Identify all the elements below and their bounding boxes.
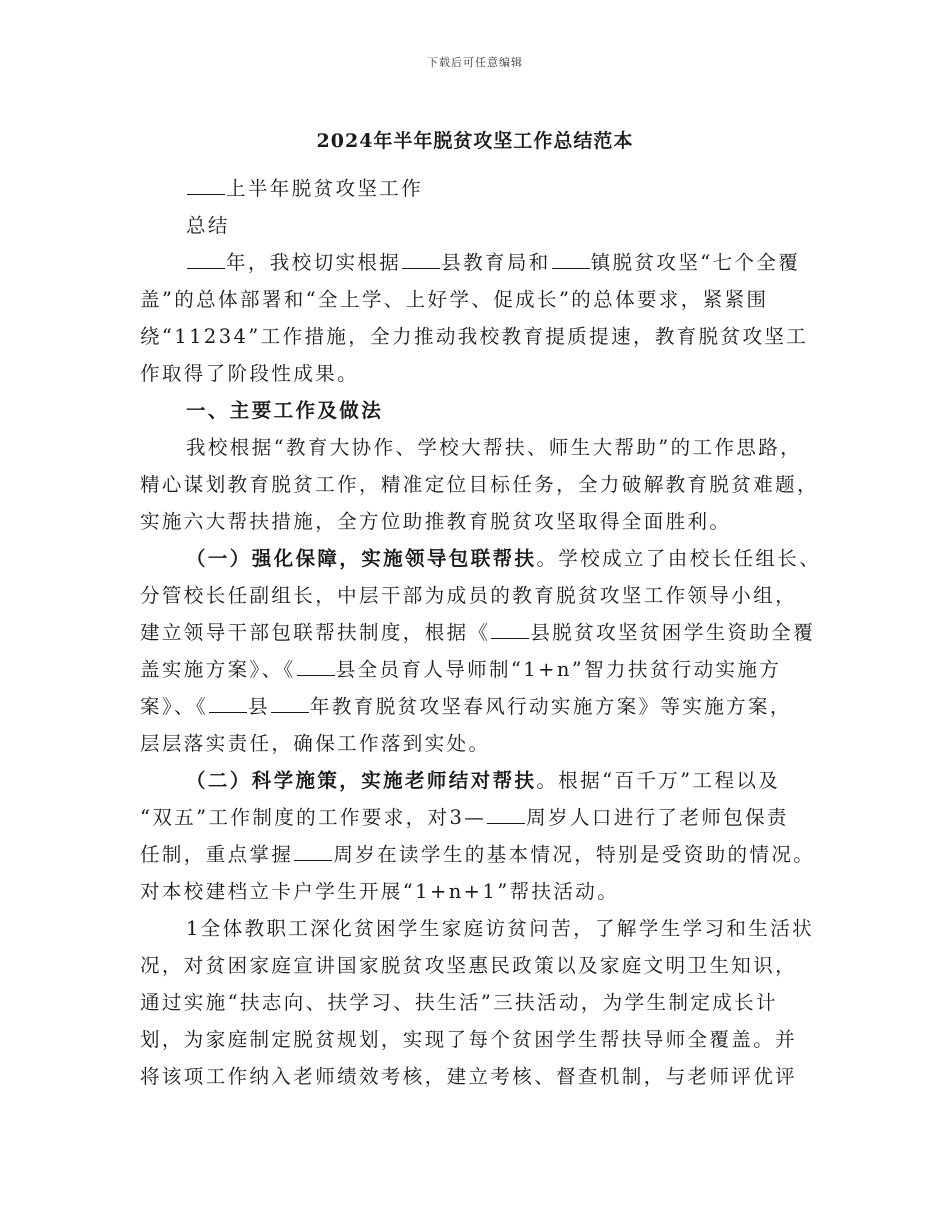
text-line: 建立领导干部包联帮扶制度，根据《 县脱贫攻坚贫困学生资助全覆 (140, 621, 816, 644)
blank-underline (209, 696, 247, 713)
text-line: 上半年脱贫攻坚工作 (140, 170, 830, 207)
text-line: 总结 (186, 214, 230, 237)
text-line: （一）强化保障，实施领导包联帮扶。学校成立了由校长任组长、 (186, 547, 822, 570)
blank-underline (294, 844, 332, 861)
text-line: 实施六大帮扶措施，全方位助推教育脱贫攻坚取得全面胜利。 (140, 510, 732, 533)
blank-underline (271, 696, 309, 713)
text-line: 盖实施方案》、《 县全员育人导师制“1+n”智力扶贫行动实施方 (140, 658, 782, 681)
text-line: 对本校建档立卡户学生开展“1+n+1”帮扶活动。 (140, 880, 620, 903)
text-line: （二）科学施策，实施老师结对帮扶。根据“百千万”工程以及 (186, 769, 781, 792)
subsection-heading: （一）强化保障，实施领导包联帮扶 (186, 547, 537, 570)
text-line: 分管校长任副组长，中层干部为成员的教育脱贫攻坚工作领导小组， (140, 584, 798, 607)
blank-underline (187, 252, 225, 269)
text-line: 划，为家庭制定脱贫规划，实现了每个贫困学生帮扶导师全覆盖。并 (140, 1028, 798, 1051)
text-line: 任制，重点掌握 周岁在读学生的基本情况，特别是受资助的情况。 (140, 843, 816, 866)
text-line: 精心谋划教育脱贫工作，精准定位目标任务，全力破解教育脱贫难题， (140, 473, 819, 496)
blank-underline (487, 807, 525, 824)
text-line: 况，对贫困家庭宣讲国家脱贫攻坚惠民政策以及家庭文明卫生知识， (140, 954, 798, 977)
text-line: 层层落实责任，确保工作落到实处。 (140, 732, 491, 755)
blank-underline (552, 252, 590, 269)
text-line: 绕“11234”工作措施，全力推动我校教育提质提速，教育脱贫攻坚工 (140, 325, 809, 348)
blank-underline (187, 178, 225, 195)
subsection-heading: （二）科学施策，实施老师结对帮扶 (186, 769, 537, 792)
text-line: 通过实施“扶志向、扶学习、扶生活”三扶活动，为学生制定成长计 (140, 991, 778, 1014)
text-line: 我校根据“教育大协作、学校大帮扶、师生大帮助”的工作思路， (186, 436, 803, 459)
document-body (140, 170, 830, 1095)
header-note: 下载后可任意编辑 (427, 56, 523, 69)
section-heading: 一、主要工作及做法 (186, 399, 384, 422)
document-title: 2024年半年脱贫攻坚工作总结范本 (316, 130, 634, 152)
text-line: 作取得了阶段性成果。 (140, 362, 360, 385)
text-line: 案》、《 县 年教育脱贫攻坚春风行动实施方案》等实施方案， (140, 695, 792, 718)
text-line: 1全体教职工深化贫困学生家庭访贫问苦，了解学生学习和生活状 (186, 917, 815, 940)
text-line: “双五”工作制度的工作要求，对3— 周岁人口进行了老师包保责 (140, 806, 789, 829)
blank-underline (491, 622, 529, 639)
text-line: 盖”的总体部署和“全上学、上好学、促成长”的总体要求，紧紧围 (140, 288, 769, 311)
blank-underline (297, 659, 335, 676)
text-line: 将该项工作纳入老师绩效考核，建立考核、督查机制，与老师评优评 (140, 1065, 798, 1088)
text-line: 年，我校切实根据 县教育局和 镇脱贫攻坚“七个全覆 (140, 244, 830, 281)
blank-underline (402, 252, 440, 269)
